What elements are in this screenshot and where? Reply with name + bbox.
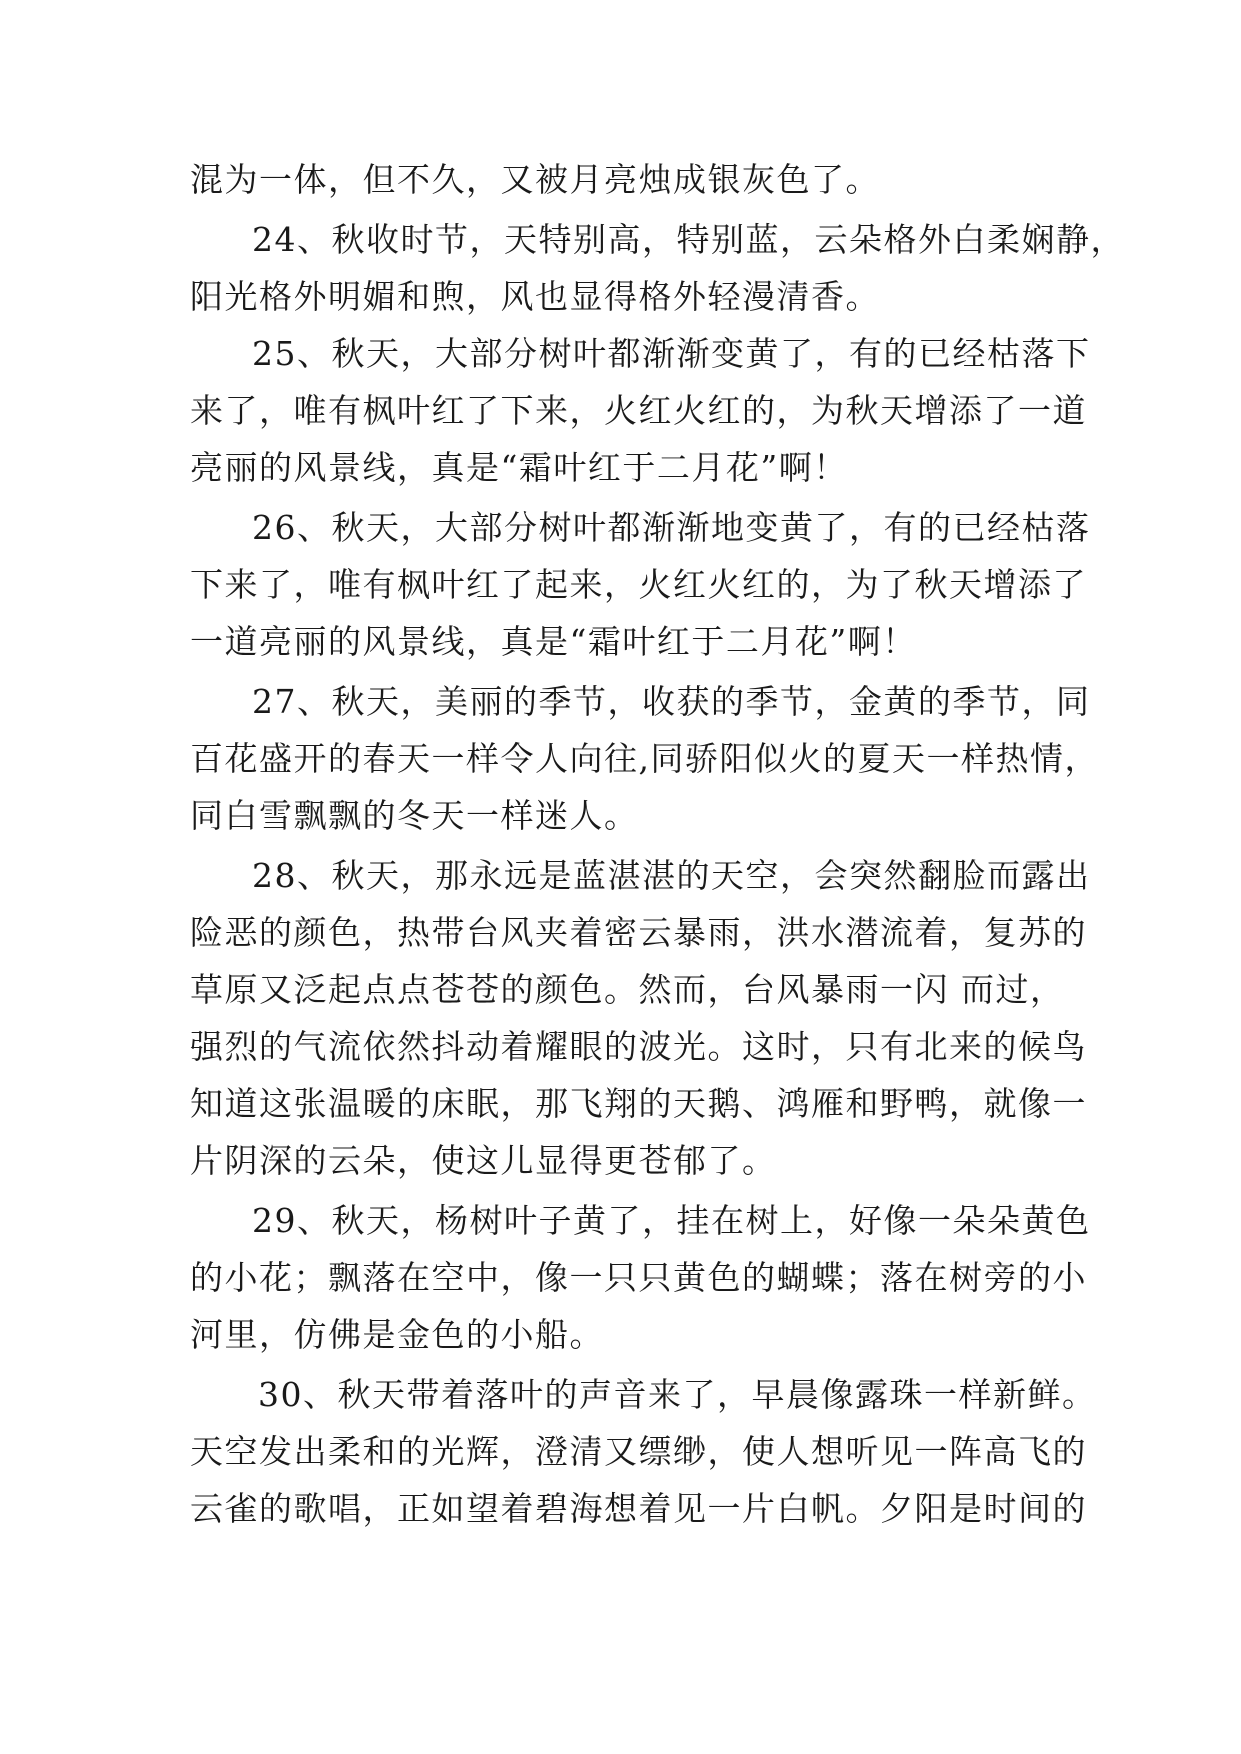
- text-line: 河里，仿佛是金色的小船。: [190, 1315, 604, 1354]
- text-line: 片阴深的云朵，使这儿显得更苍郁了。: [190, 1141, 777, 1180]
- paragraph-29-line: 29、秋天，杨树叶子黄了，挂在树上，好像一朵朵黄色: [252, 1201, 1091, 1240]
- text-line: 混为一体，但不久，又被月亮烛成银灰色了。: [190, 160, 880, 199]
- text-line: 一道亮丽的风景线，真是“霜叶红于二月花”啊！: [190, 622, 917, 661]
- paragraph-25-line: 25、秋天，大部分树叶都渐渐变黄了，有的已经枯落下: [252, 334, 1091, 373]
- paragraph-26-line: 26、秋天，大部分树叶都渐渐地变黄了，有的已经枯落: [252, 508, 1091, 547]
- text-line: 天空发出柔和的光辉，澄清又缥缈，使人想听见一阵高飞的: [190, 1432, 1087, 1471]
- paragraph-28-line: 28、秋天，那永远是蓝湛湛的天空，会突然翻脸而露出: [252, 856, 1091, 895]
- text-line: 强烈的气流依然抖动着耀眼的波光。这时，只有北来的候鸟: [190, 1027, 1087, 1066]
- paragraph-30-line: 30、秋天带着落叶的声音来了，早晨像露珠一样新鲜。: [258, 1375, 1097, 1414]
- text-line: 草原又泛起点点苍苍的颜色。然而，台风暴雨一闪 而过，: [190, 970, 1065, 1009]
- text-line: 同白雪飘飘的冬天一样迷人。: [190, 796, 639, 835]
- text-line: 阳光格外明媚和煦，风也显得格外轻漫清香。: [190, 277, 880, 316]
- paragraph-27-line: 27、秋天，美丽的季节，收获的季节，金黄的季节，同: [252, 682, 1091, 721]
- text-line: 的小花；飘落在空中，像一只只黄色的蝴蝶；落在树旁的小: [190, 1258, 1087, 1297]
- text-line: 云雀的歌唱，正如望着碧海想着见一片白帆。夕阳是时间的: [190, 1489, 1087, 1528]
- text-line: 险恶的颜色，热带台风夹着密云暴雨，洪水潜流着，复苏的: [190, 913, 1087, 952]
- text-line: 下来了，唯有枫叶红了起来，火红火红的，为了秋天增添了: [190, 565, 1087, 604]
- text-line: 知道这张温暖的床眠，那飞翔的天鹅、鸿雁和野鸭，就像一: [190, 1084, 1087, 1123]
- text-line: 百花盛开的春天一样令人向往,同骄阳似火的夏天一样热情，: [190, 739, 1099, 778]
- text-line: 来了，唯有枫叶红了下来，火红火红的，为秋天增添了一道: [190, 391, 1087, 430]
- text-line: 亮丽的风景线，真是“霜叶红于二月花”啊！: [190, 448, 848, 487]
- paragraph-24-line: 24、秋收时节，天特别高，特别蓝，云朵格外白柔娴静，: [252, 220, 1125, 259]
